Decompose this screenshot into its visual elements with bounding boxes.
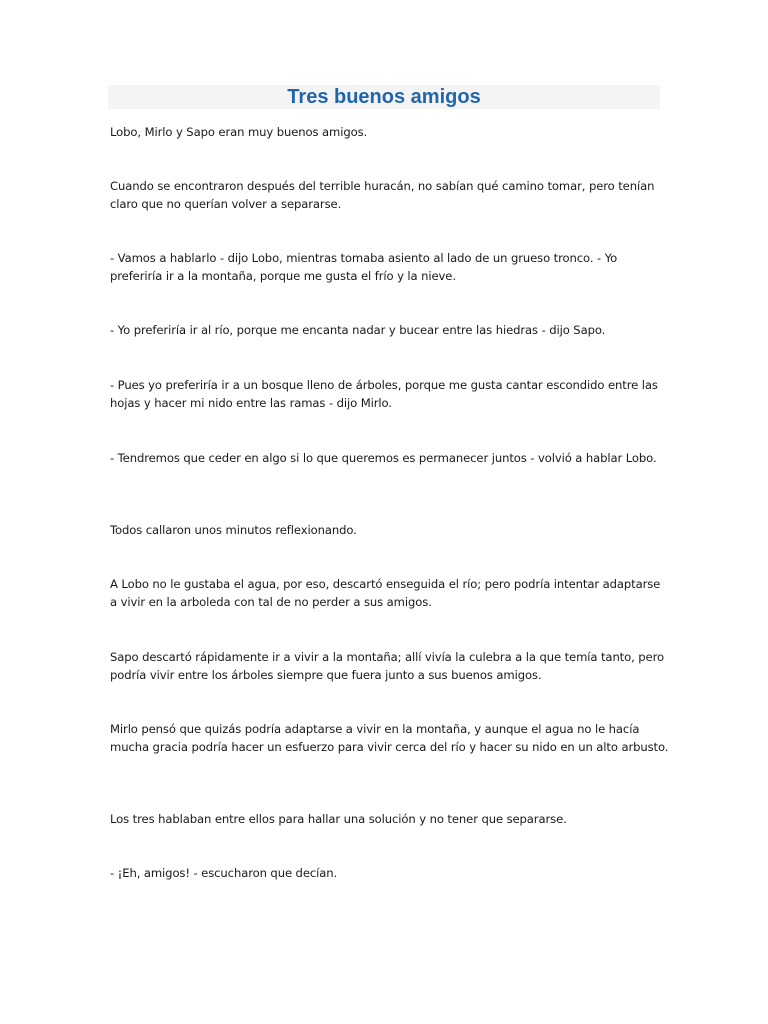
- paragraph-10: Mirlo pensó que quizás podría adaptarse a vivir en la montaña, y aunque el agua no le hacía mucha gracia podría hacer un esfuerzo para vivir cerca del río y hacer su nido en un alto arbusto.: [110, 722, 669, 754]
- page-title: Tres buenos amigos: [287, 86, 481, 108]
- paragraph-3: - Vamos a hablarlo - dijo Lobo, mientras tomaba asiento al lado de un grueso tronco. - Yo preferiría ir a la montaña, porque me gusta el frío y la nieve.: [110, 251, 618, 283]
- paragraph-8: A Lobo no le gustaba el agua, por eso, descartó enseguida el río; pero podría intentar adaptarse a vivir en la arboleda con tal de no perder a sus amigos.: [110, 577, 661, 609]
- paragraph-12: - ¡Eh, amigos! - escucharon que decían.: [110, 866, 338, 880]
- paragraph-9: Sapo descartó rápidamente ir a vivir a la montaña; allí vivía la culebra a la que temía tanto, pero podría vivir entre los árboles siempre que fuera junto a sus buenos amigos.: [110, 650, 664, 682]
- paragraph-1: Lobo, Mirlo y Sapo eran muy buenos amigos.: [110, 125, 368, 139]
- paragraph-2: Cuando se encontraron después del terrible huracán, no sabían qué camino tomar, pero tenían claro que no querían volver a separarse.: [110, 179, 655, 211]
- paragraph-11: Los tres hablaban entre ellos para hallar una solución y no tener que separarse.: [110, 812, 567, 826]
- paragraph-6: - Tendremos que ceder en algo si lo que queremos es permanecer juntos - volvió a hablar Lobo.: [110, 451, 657, 465]
- title-banner: [108, 85, 660, 109]
- paragraph-5: - Pues yo preferiría ir a un bosque lleno de árboles, porque me gusta cantar escondido entre las hojas y hacer mi nido entre las ramas - dijo Mirlo.: [110, 378, 658, 410]
- paragraph-7: Todos callaron unos minutos reflexionando.: [110, 523, 357, 537]
- paragraph-4: - Yo preferiría ir al río, porque me encanta nadar y bucear entre las hiedras - dijo Sapo.: [110, 323, 606, 337]
